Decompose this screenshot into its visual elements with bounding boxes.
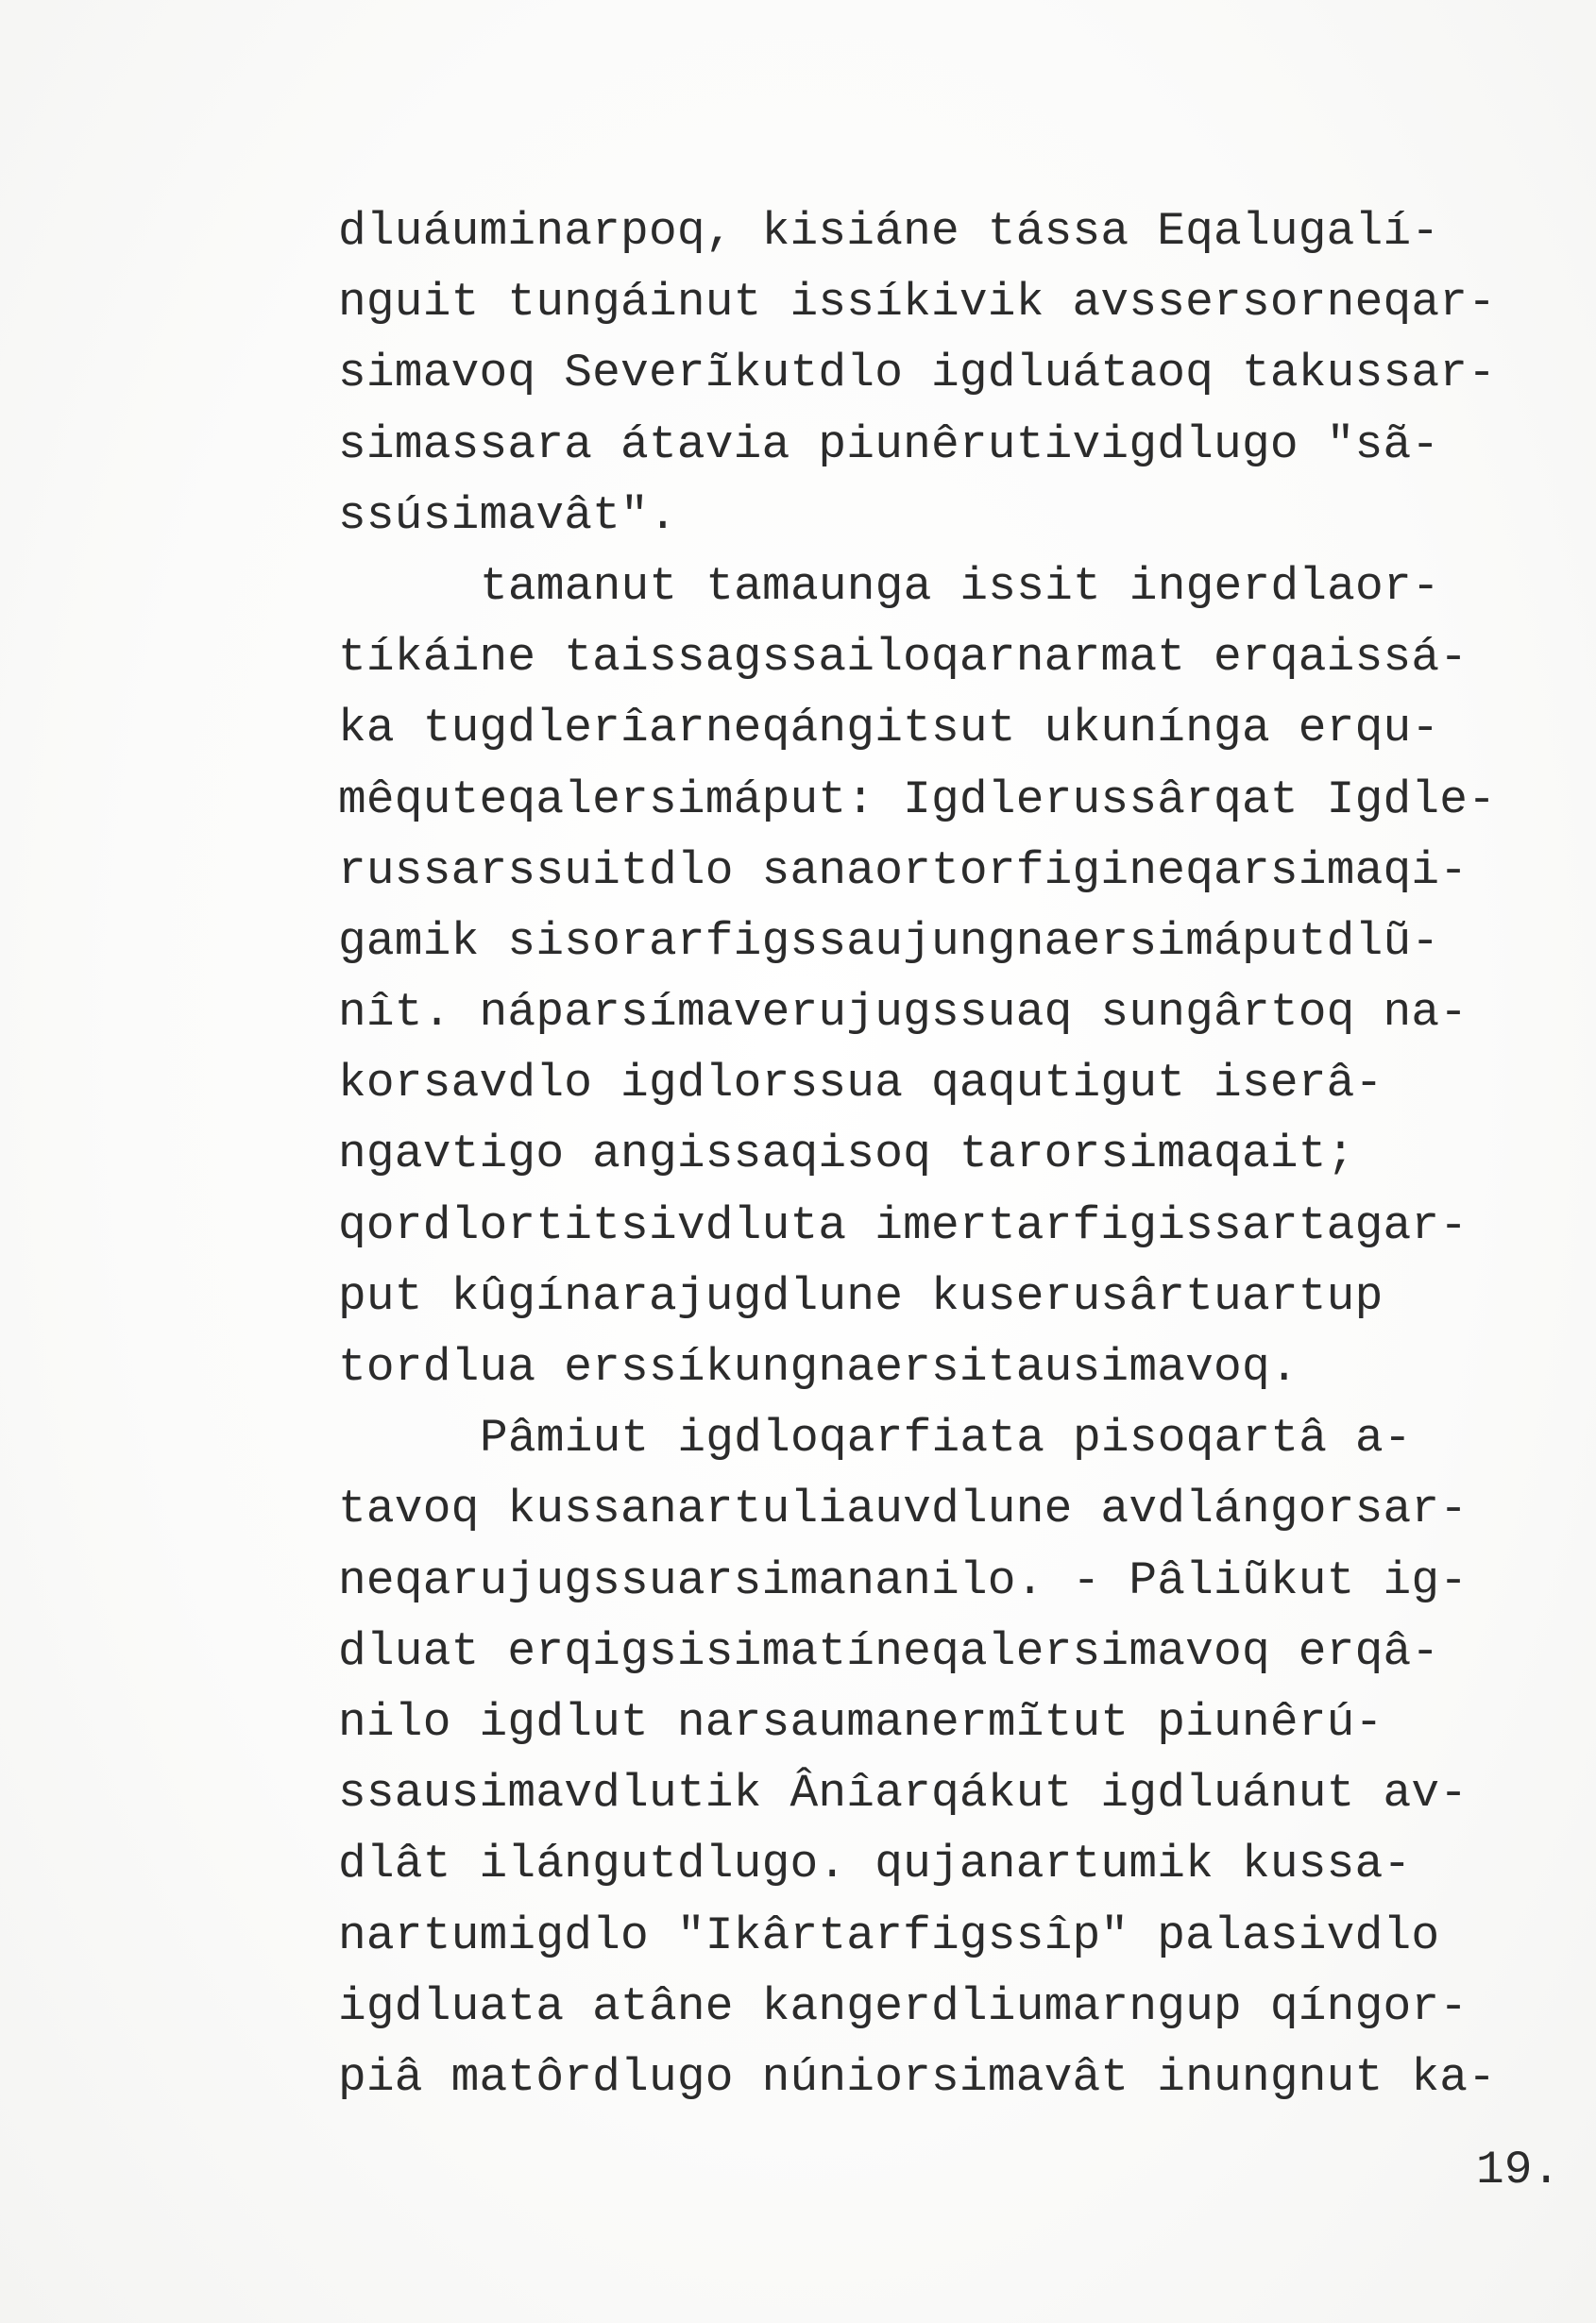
- text-line: ssausimavdlutik Ânîarqákut igdluánut av-: [338, 1767, 1469, 1821]
- text-line: gamik sisorarfigssaujungnaersimáputdlũ-: [338, 914, 1440, 968]
- text-line: dluáuminarpoq, kisiáne tássa Eqalugalí-: [338, 205, 1440, 258]
- text-line: simassara átavia piunêrutivigdlugo "sã-: [338, 417, 1440, 471]
- text-line: ngavtigo angissaqisoq tarorsimaqait;: [338, 1128, 1355, 1181]
- text-line: qordlortitsivdluta imertarfigissartagar-: [338, 1198, 1469, 1252]
- text-line: tordlua erssíkungnaersitausimavoq.: [338, 1341, 1299, 1394]
- text-line: nît. náparsímaverujugssuaq sungârtoq na-: [338, 986, 1469, 1040]
- text-line: dluat erqigsisimatíneqalersimavoq erqâ-: [338, 1624, 1440, 1678]
- body-text: [338, 196, 1496, 2113]
- text-line: tavoq kussanartuliauvdlune avdlángorsar-: [338, 1483, 1469, 1536]
- text-line: russarssuitdlo sanaortorfigineqarsimaqi-: [338, 843, 1469, 897]
- paragraph-start-line: tamanut tamaunga issit ingerdlaor-: [480, 559, 1440, 613]
- text-line: simavoq Severĩkutdlo igdluátaoq takussar-: [338, 347, 1497, 400]
- text-line: neqarujugssuarsimananilo. - Pâliũkut ig-: [338, 1553, 1469, 1607]
- text-line: igdluata atâne kangerdliumarngup qíngor-: [338, 1979, 1469, 2033]
- text-line: put kûgínarajugdlune kuserusârtuartup: [338, 1269, 1384, 1323]
- text-line: nguit tungáinut issíkivik avssersorneqar-: [338, 276, 1497, 330]
- text-line: nilo igdlut narsaumanermĩtut piunêrú-: [338, 1695, 1384, 1749]
- text-line: korsavdlo igdlorssua qaqutigut iserâ-: [338, 1057, 1384, 1111]
- text-line: dlât ilángutdlugo. qujanartumik kussa-: [338, 1838, 1412, 1891]
- text-line: mêquteqalersimáput: Igdlerussârqat Igdle-: [338, 772, 1497, 826]
- paragraph-start-line: Pâmiut igdloqarfiata pisoqartâ a-: [480, 1412, 1412, 1466]
- text-line: piâ matôrdlugo núniorsimavât inungnut ka-: [338, 2050, 1497, 2104]
- text-line: ssúsimavât".: [338, 488, 677, 542]
- text-line: nartumigdlo "Ikârtarfigssîp" palasivdlo: [338, 1908, 1440, 1962]
- text-line: ka tugdlerîarneqángitsut ukunínga erqu-: [338, 702, 1440, 755]
- text-line: tíkáine taissagssailoqarnarmat erqaissá-: [338, 631, 1469, 685]
- page-number: 19.: [1476, 2144, 1561, 2196]
